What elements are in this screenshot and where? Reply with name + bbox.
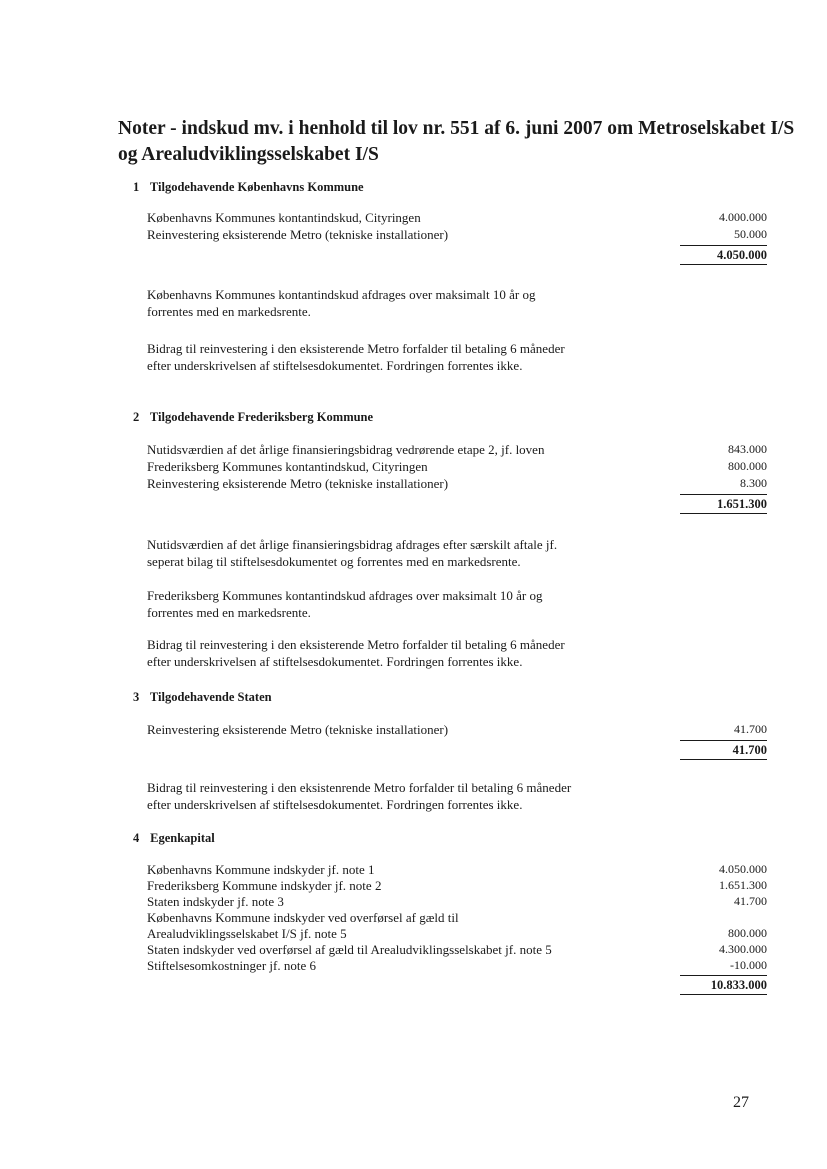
- paragraph-line: seperat bilag til stiftelsesdokumentet og forrentes med en markedsrente.: [147, 554, 521, 569]
- note-1-paragraph-1: [147, 286, 687, 320]
- note-3-total: 41.700: [680, 740, 767, 760]
- row-label: Frederiksberg Kommunes kontantindskud, Cityringen: [147, 459, 428, 474]
- paragraph-line: Bidrag til reinvestering i den eksistenrende Metro forfalder til betaling 6 måneder: [147, 780, 572, 795]
- note-2-row: [147, 441, 767, 458]
- note-3-number: 3: [133, 690, 140, 704]
- note-4-row: [147, 957, 767, 974]
- note-3-heading: [133, 690, 272, 705]
- paragraph-line: Københavns Kommunes kontantindskud afdrages over maksimalt 10 år og: [147, 287, 536, 302]
- row-label: Københavns Kommunes kontantindskud, Cityringen: [147, 210, 421, 225]
- row-value: 4.300.000: [719, 942, 767, 956]
- note-2-heading: [133, 410, 373, 425]
- note-3-paragraph-1: [147, 779, 687, 813]
- row-label: Stiftelsesomkostninger jf. note 6: [147, 958, 316, 973]
- note-2-row: [147, 475, 767, 492]
- note-4-heading: [133, 831, 215, 846]
- row-label: Arealudviklingsselskabet I/S jf. note 5: [147, 926, 347, 941]
- note-2-number: 2: [133, 410, 140, 424]
- note-2-paragraph-3: [147, 636, 687, 670]
- note-4-row: [147, 861, 767, 878]
- paragraph-line: forrentes med en markedsrente.: [147, 605, 311, 620]
- note-4-row: [147, 877, 767, 894]
- row-label: Reinvestering eksisterende Metro (tekniske installationer): [147, 722, 449, 737]
- row-label: Københavns Kommune indskyder jf. note 1: [147, 862, 375, 877]
- note-1-row: [147, 226, 767, 243]
- paragraph-line: Bidrag til reinvestering i den eksisterende Metro forfalder til betaling 6 måneder: [147, 637, 565, 652]
- note-1-paragraph-2: [147, 340, 687, 374]
- paragraph-line: efter underskrivelsen af stiftelsesdokumentet. Fordringen forrentes ikke.: [147, 797, 523, 812]
- row-label: Reinvestering eksisterende Metro (tekniske installationer): [147, 476, 449, 491]
- row-value: -10.000: [730, 958, 767, 972]
- paragraph-line: Nutidsværdien af det årlige finansieringsbidrag afdrages efter særskilt aftale jf.: [147, 537, 558, 552]
- note-3-heading-text: Tilgodehavende Staten: [149, 690, 272, 704]
- note-4-row: [147, 893, 767, 910]
- note-2-total: 1.651.300: [680, 494, 767, 514]
- paragraph-line: efter underskrivelsen af stiftelsesdokumentet. Fordringen forrentes ikke.: [147, 654, 523, 669]
- note-4-row: [147, 941, 767, 958]
- note-2-row: [147, 458, 767, 475]
- title-line-1: Noter - indskud mv. i henhold til lov nr. 551 af 6. juni 2007 om Metroselskabet I/S: [118, 118, 795, 139]
- page-number: 27: [733, 1094, 749, 1111]
- paragraph-line: forrentes med en markedsrente.: [147, 304, 311, 319]
- note-4-number: 4: [133, 831, 140, 845]
- row-value: 800.000: [728, 459, 767, 473]
- row-value: 8.300: [740, 476, 767, 490]
- note-1-row: [147, 209, 767, 226]
- row-label: Nutidsværdien af det årlige finansieringsbidrag vedrørende etape 2, jf. loven: [147, 442, 545, 457]
- page-title: [118, 116, 795, 168]
- paragraph-line: Frederiksberg Kommunes kontantindskud afdrages over maksimalt 10 år og: [147, 588, 543, 603]
- row-value: 843.000: [728, 442, 767, 456]
- note-2-paragraph-1: [147, 536, 687, 570]
- note-2-paragraph-2: [147, 587, 687, 621]
- note-3-row: [147, 721, 767, 738]
- note-4-heading-text: Egenkapital: [150, 831, 215, 845]
- note-1-heading-text: Tilgodehavende Københavns Kommune: [149, 180, 364, 194]
- row-value: 4.000.000: [719, 210, 767, 224]
- note-1-number: 1: [133, 180, 140, 194]
- note-4-row: [147, 909, 767, 926]
- row-label: Staten indskyder jf. note 3: [147, 894, 284, 909]
- row-value: 1.651.300: [719, 878, 767, 892]
- row-value: 41.700: [734, 894, 767, 908]
- row-value: 800.000: [728, 926, 767, 940]
- note-4-total: 10.833.000: [680, 975, 767, 995]
- row-label: Københavns Kommune indskyder ved overførsel af gæld til: [147, 910, 459, 925]
- title-line-2: og Arealudviklingsselskabet I/S: [118, 144, 379, 165]
- row-label: Reinvestering eksisterende Metro (tekniske installationer): [147, 227, 449, 242]
- paragraph-line: Bidrag til reinvestering i den eksisterende Metro forfalder til betaling 6 måneder: [147, 341, 565, 356]
- note-1-heading: [133, 180, 364, 195]
- row-value: 41.700: [734, 722, 767, 736]
- row-label: Frederiksberg Kommune indskyder jf. note 2: [147, 878, 382, 893]
- paragraph-line: efter underskrivelsen af stiftelsesdokumentet. Fordringen forrentes ikke.: [147, 358, 523, 373]
- row-value: 4.050.000: [719, 862, 767, 876]
- row-value: 50.000: [734, 227, 767, 241]
- note-2-heading-text: Tilgodehavende Frederiksberg Kommune: [149, 410, 374, 424]
- note-4-row: [147, 925, 767, 942]
- note-1-total: 4.050.000: [680, 245, 767, 265]
- row-label: Staten indskyder ved overførsel af gæld til Arealudviklingsselskabet jf. note 5: [147, 942, 552, 957]
